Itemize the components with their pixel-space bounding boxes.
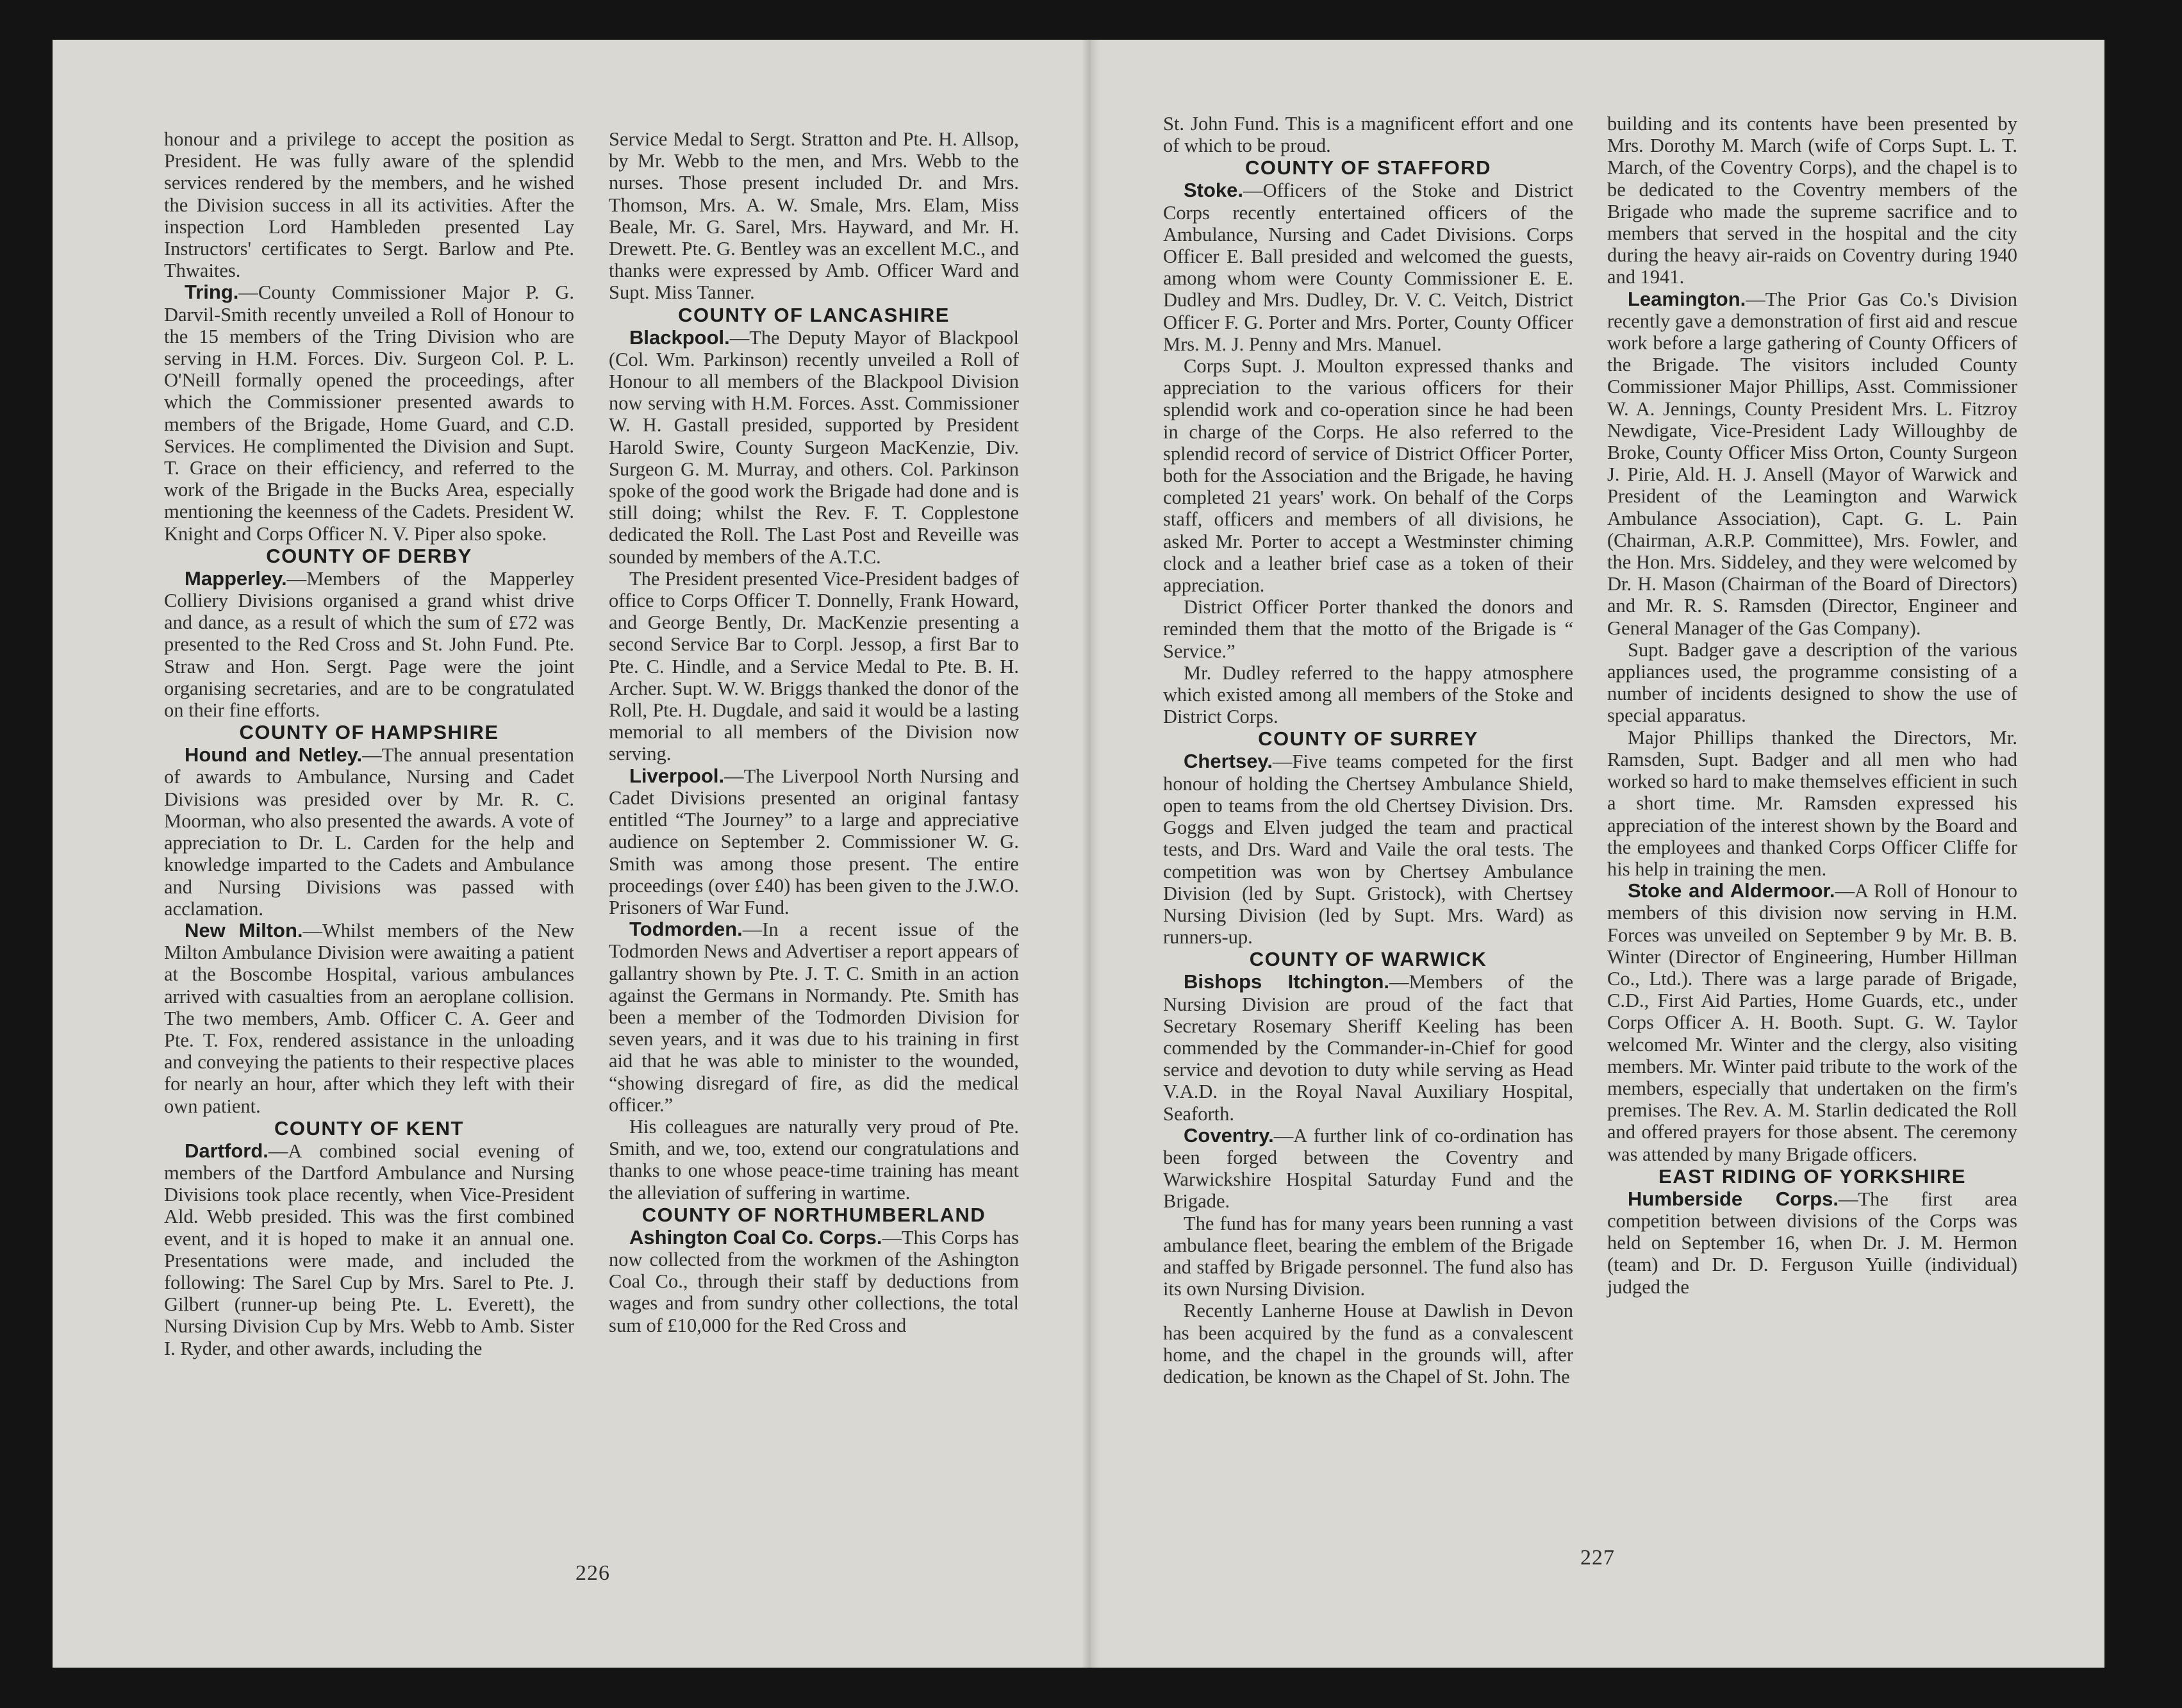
paragraph-text: —Five teams competed for the first honour of holding the Chertsey Ambulance Shield, open to teams from the old Chertsey Division. Drs. Goggs and Elven judged the team and practical tests, and Drs. Ward and Vaile the oral tests. The competition was won by Chertsey Ambulance Division (led by Supt. Gristock), with Chertsey Nursing Division (led by Supt. Mrs. Ward) as runners-up. <box>1163 750 1573 949</box>
article-paragraph <box>1607 639 2017 727</box>
paragraph-text: Supt. Badger gave a description of the various appliances used, the programme consisting of a number of incidents designed to show the use of special apparatus. <box>1607 638 2017 727</box>
paragraph-text: —The Deputy Mayor of Blackpool (Col. Wm. Parkinson) recently unveiled a Roll of Honour to all members of the Blackpool Division now serving with H.M. Forces. Asst. Commissioner W. H. Gastall presided, supported by President Harold Swire, County Surgeon MacKenzie, Div. Surgeon G. M. Murray, and others. Col. Parkinson spoke of the good work the Brigade had done and is still doing; whilst the Rev. F. T. Copplestone dedicated the Roll. The Last Post and Reveille was sounded by members of the A.T.C. <box>609 326 1019 568</box>
paragraph-text: —In a recent issue of the Todmorden News and Advertiser a report appears of gallantry shown by Pte. J. T. C. Smith in an action against the Germans in Normandy. Pte. Smith has been a member of the Todmorden Division for seven years, and it was due to his training in first aid that he was able to minister to the wounded, “showing disregard of fire, as did the medical officer.” <box>609 918 1019 1116</box>
article-paragraph <box>609 327 1019 568</box>
paragraph-text: —Whilst members of the New Milton Ambulance Division were awaiting a patient at the Boscombe Hospital, various ambulances arrived with casualties from an aeroplane collision. The two members, Amb. Officer C. A. Geer and Pte. T. Fox, rendered assistance in the unloading and conveying the patients to their respective places for nearly an hour, after which they left with their own patient. <box>164 919 574 1117</box>
left-page-column-2 <box>609 128 1019 1336</box>
article-paragraph <box>1163 596 1573 662</box>
article-paragraph <box>1163 179 1573 355</box>
section-heading: COUNTY OF KENT <box>274 1116 464 1140</box>
book-gutter <box>1082 40 1100 1668</box>
article-paragraph <box>164 128 574 281</box>
article-paragraph <box>1607 113 2017 288</box>
place-name: Tring. <box>185 281 239 304</box>
place-name: Stoke. <box>1184 179 1244 202</box>
article-paragraph <box>609 1116 1019 1204</box>
paragraph-text: —Officers of the Stoke and District Corps recently entertained officers of the Ambulance, Nursing and Cadet Divisions. Corps Officer E. Ball presided and welcomed the guests, among whom were County Commissioner E. E. Dudley and Mrs. Dudley, Dr. V. C. Veitch, District Officer F. G. Porter and Mrs. Porter, County Officer Mrs. M. J. Penny and Mrs. Manuel. <box>1163 179 1573 355</box>
paragraph-text: —A Roll of Honour to members of this division now serving in H.M. Forces was unveiled on September 9 by Mr. B. B. Winter (Director of Engineering, Humber Hillman Co., Ltd.). There was a large parade of Brigade, C.D., First Aid Parties, Home Guards, etc., under Corps Officer A. H. Booth. Supt. G. W. Taylor welcomed Mr. Winter and the clergy, also visiting members. Mr. Winter paid tribute to the work of the members, especially that undertaken on the firm's premises. The Rev. A. M. Starlin dedicated the Roll and offered prayers for those absent. The ceremony was attended by many Brigade officers. <box>1607 880 2017 1165</box>
article-paragraph <box>1607 1188 2017 1298</box>
article-paragraph <box>1163 662 1573 728</box>
page-number-right: 227 <box>1580 1546 1615 1570</box>
place-name: Hound and Netley. <box>185 743 363 767</box>
right-page-column-2 <box>1607 113 2017 1298</box>
paragraph-text: —The annual presentation of awards to Ambulance, Nursing and Cadet Divisions was presided over by Mr. R. C. Moorman, who also presented the awards. A vote of appreciation to Dr. L. Carden for the help and knowledge imparted to the Cadets and Ambulance and Nursing Divisions was passed with acclamation. <box>164 744 575 920</box>
paragraph-text: —A further link of co-ordination has been forged between the Coventry and Warwickshire Hospital Saturday Fund and the Brigade. <box>1163 1124 1573 1213</box>
place-name: Stoke and Aldermoor. <box>1628 879 1835 902</box>
place-name: Humberside Corps. <box>1628 1187 1839 1210</box>
section-heading: COUNTY OF DERBY <box>266 544 472 567</box>
paragraph-text: —Members of the Mapperley Colliery Divisions organised a grand whist drive and dance, as a result of which the sum of £72 was presented to the Red Cross and St. John Fund. Pte. Straw and Hon. Sergt. Page were the joint organising secretaries, and are to be congratulated on their fine efforts. <box>164 567 574 722</box>
article-paragraph <box>609 765 1019 918</box>
article-paragraph <box>164 744 574 920</box>
article-paragraph <box>1163 355 1573 596</box>
section-heading: EAST RIDING OF YORKSHIRE <box>1658 1165 1966 1188</box>
paragraph-text: Corps Supt. J. Moulton expressed thanks and appreciation to the various officers for their splendid work and co-operation since he had been in charge of the Corps. He also referred to the splendid record of service of District Officer Porter, both for the Association and the Brigade, he having completed 21 years' work. On behalf of the Corps staff, officers and members of all divisions, he asked Mr. Porter to accept a Westminster chiming clock and a leather brief case as a token of their appreciation. <box>1163 355 1573 597</box>
paragraph-text: honour and a privilege to accept the position as President. He was fully aware of the splendid services rendered by the members, and he wished the Division success in all its activities. After the inspection Lord Hambleden presented Lay Instructors' certificates to Sergt. Barlow and Pte. Thwaites. <box>164 128 574 282</box>
section-heading: COUNTY OF HAMPSHIRE <box>239 721 499 744</box>
place-name: Liverpool. <box>629 764 725 787</box>
article-paragraph <box>1607 880 2017 1165</box>
article-paragraph <box>1163 971 1573 1124</box>
paragraph-text: —A combined social evening of members of the Dartford Ambulance and Nursing Divisions took place recently, when Vice-President Ald. Webb presided. This was the first combined event, and it is hoped to make it an annual one. Presentations were made, and included the following: The Sarel Cup by Mrs. Sarel to Pte. J. Gilbert (runner-up being Pte. L. Everett), the Nursing Division Cup by Mrs. Webb to Amb. Sister I. Ryder, and other awards, including the <box>164 1140 574 1359</box>
paragraph-text: His colleagues are naturally very proud of Pte. Smith, and we, too, extend our congratulations and thanks to one whose peace-time training has meant the alleviation of suffering in wartime. <box>609 1115 1019 1204</box>
paragraph-text: —The first area competition between divisions of the Corps was held on September 16, when Dr. J. M. Hermon (team) and Dr. D. Ferguson Yuille (individual) judged the <box>1607 1188 2017 1298</box>
article-paragraph <box>1607 288 2017 639</box>
page-number-left: 226 <box>575 1561 610 1585</box>
place-name: Mapperley. <box>185 567 287 590</box>
place-name: Bishops Itchington. <box>1184 970 1389 993</box>
section-heading: COUNTY OF LANCASHIRE <box>678 303 950 326</box>
article-paragraph <box>1607 727 2017 880</box>
article-paragraph <box>164 920 574 1117</box>
place-name: Chertsey. <box>1184 750 1273 773</box>
article-paragraph <box>164 281 574 544</box>
article-paragraph <box>164 1140 574 1359</box>
article-paragraph <box>609 128 1019 304</box>
place-name: Dartford. <box>185 1139 269 1162</box>
place-name: Coventry. <box>1184 1123 1274 1147</box>
paragraph-text: Recently Lanherne House at Dawlish in Devon has been acquired by the fund as a convalescent home, and the chapel in the grounds will, after dedication, be known as the Chapel of St. John. The <box>1163 1300 1573 1388</box>
paragraph-text: St. John Fund. This is a magnificent effort and one of which to be proud. <box>1163 113 1573 157</box>
place-name: Todmorden. <box>629 918 743 941</box>
article-paragraph <box>609 1227 1019 1336</box>
article-paragraph <box>1163 113 1573 156</box>
paragraph-text: —County Commissioner Major P. G. Darvil-Smith recently unveiled a Roll of Honour to the 15 members of the Tring Division who are serving in H.M. Forces. Div. Surgeon Col. P. L. O'Neill formally opened the proceedings, after which the Commissioner presented awards to members of the Brigade, Home Guard, and C.D. Services. He complimented the Division and Supt. T. Grace on their efficiency, and referred to the work of the Brigade in the Bucks Area, especially mentioning the keenness of the Cadets. President W. Knight and Corps Officer N. V. Piper also spoke. <box>164 281 574 545</box>
paragraph-text: The President presented Vice-President badges of office to Corps Officer T. Donnelly, Frank Howard, and George Bently, Dr. MacKenzie presenting a second Service Bar to Corpl. Jessop, a first Bar to Pte. C. Hindle, and a Service Medal to Pte. B. H. Archer. Supt. W. W. Briggs thanked the donor of the Roll, Pte. H. Dugdale, and said it would be a lasting memorial to all members of the Division now serving. <box>609 567 1019 765</box>
section-heading: COUNTY OF STAFFORD <box>1244 156 1492 179</box>
paragraph-text: Service Medal to Sergt. Stratton and Pte. H. Allsop, by Mr. Webb to the men, and Mrs. Webb to the nurses. Those present included Dr. and Mrs. Thomson, Mrs. A. W. Smale, Mrs. Elam, Miss Beale, Mr. G. Sarel, Mrs. Hayward, and Mr. H. Drewett. Pte. G. Bentley was an excellent M.C., and thanks were expressed by Amb. Officer Ward and Supt. Miss Tanner. <box>609 128 1019 304</box>
paragraph-text: building and its contents have been presented by Mrs. Dorothy M. March (wife of Corps Supt. L. T. March, of the Coventry Corps), and the chapel is to be dedicated to the Coventry members of the Brigade who made the supreme sacrifice and to members that served in the hospital and the city during the heavy air-raids on Coventry during 1940 and 1941. <box>1607 113 2017 288</box>
place-name: Leamington. <box>1628 287 1746 310</box>
section-heading: COUNTY OF SURREY <box>1258 727 1478 750</box>
paragraph-text: —The Liverpool North Nursing and Cadet Divisions presented an original fantasy entitled “The Journey” to a large and appreciative audience on September 2. Commissioner W. G. Smith was among those present. The entire proceedings (over £40) has been given to the J.W.O. Prisoners of War Fund. <box>609 765 1019 918</box>
article-paragraph <box>609 918 1019 1116</box>
article-paragraph <box>164 568 574 721</box>
article-paragraph <box>1163 1213 1573 1300</box>
article-paragraph <box>1163 1125 1573 1213</box>
right-page-column-1 <box>1163 113 1573 1388</box>
section-heading: COUNTY OF NORTHUMBERLAND <box>641 1203 986 1226</box>
place-name: Ashington Coal Co. Corps. <box>629 1225 882 1248</box>
article-paragraph <box>1163 1300 1573 1388</box>
left-page-column-1 <box>164 128 574 1359</box>
paragraph-text: —This Corps has now collected from the workmen of the Ashington Coal Co., through their staff by deductions from wages and from sundry other collections, the total sum of £10,000 for the Red Cross and <box>609 1226 1020 1336</box>
section-heading: COUNTY OF WARWICK <box>1249 948 1487 971</box>
paragraph-text: District Officer Porter thanked the donors and reminded them that the motto of the Brigade is “ Service.” <box>1163 596 1573 662</box>
paragraph-text: Mr. Dudley referred to the happy atmosphere which existed among all members of the Stoke and District Corps. <box>1163 661 1573 728</box>
paragraph-text: The fund has for many years been running a vast ambulance fleet, bearing the emblem of the Brigade and staffed by Brigade personnel. The fund also has its own Nursing Division. <box>1163 1212 1573 1300</box>
article-paragraph <box>609 568 1019 765</box>
place-name: New Milton. <box>185 918 303 941</box>
paragraph-text: —Members of the Nursing Division are proud of the fact that Secretary Rosemary Sheriff Keeling has been commended by the Commander-in-Chief for good service and devotion to duty while serving as Head V.A.D. in the Royal Naval Auxiliary Hospital, Seaforth. <box>1163 971 1573 1125</box>
paragraph-text: Major Phillips thanked the Directors, Mr. Ramsden, Supt. Badger and all men who had worked so hard to make themselves efficient in such a short time. Mr. Ramsden expressed his appreciation of the interest shown by the Board and the employees and thanked Corps Officer Cliffe for his help in training the men. <box>1607 726 2017 880</box>
paragraph-text: —The Prior Gas Co.'s Division recently gave a demonstration of first aid and rescue work before a large gathering of County Officers of the Brigade. The visitors included County Commissioner Major Phillips, Asst. Commissioner W. A. Jennings, County President Mrs. L. Fitzroy Newdigate, Vice-President Lady Willoughby de Broke, County Officer Miss Orton, County Surgeon J. Pirie, Ald. H. J. Ansell (Mayor of Warwick and President of the Leamington and Warwick Ambulance Association), Capt. G. L. Pain (Chairman, A.R.P. Committee), Mrs. Fowler, and the Hon. Mrs. Siddeley, and they were welcomed by Dr. H. Mason (Chairman of the Board of Directors) and Mr. R. S. Ramsden (Director, Engineer and General Manager of the Gas Company). <box>1607 288 2017 639</box>
article-paragraph <box>1163 750 1573 948</box>
place-name: Blackpool. <box>629 326 730 349</box>
